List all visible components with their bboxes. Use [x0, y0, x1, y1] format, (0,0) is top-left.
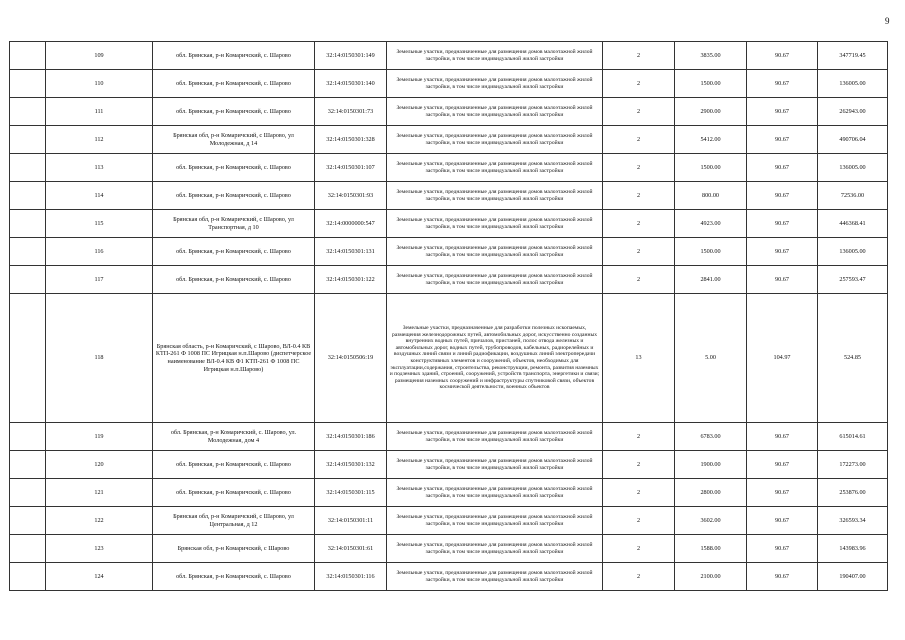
- area-cell: 3602.00: [675, 507, 747, 535]
- specific-value-cell: 90.67: [747, 182, 818, 210]
- cadastral-value-cell: 136005.00: [818, 238, 888, 266]
- address-cell: обл. Брянская, р-н Комаричский, с. Шарово: [153, 479, 315, 507]
- page-number: 9: [885, 16, 890, 26]
- address-cell: обл. Брянская, р-н Комаричский, с. Шарово: [153, 182, 315, 210]
- table-row: [10, 126, 888, 154]
- row-number-cell: 118: [46, 294, 153, 423]
- cadastral-value-cell: 347719.45: [818, 42, 888, 70]
- use-group-cell: 2: [603, 507, 675, 535]
- area-cell: 2100.00: [675, 563, 747, 591]
- address-cell: обл. Брянская, р-н Комаричский, с. Шарово: [153, 563, 315, 591]
- blank-cell: [10, 70, 46, 98]
- land-plots-table: [9, 41, 888, 591]
- table-row: [10, 238, 888, 266]
- land-use-cell: Земельные участки, предназначенные для размещения домов малоэтажной жилой застройки, в том числе индивидуальной жилой застройки: [387, 535, 603, 563]
- cadastral-value-cell: 190407.00: [818, 563, 888, 591]
- cadastral-number-cell: 32:14:0150301:115: [315, 479, 387, 507]
- land-use-cell: Земельные участки, предназначенные для размещения домов малоэтажной жилой застройки, в том числе индивидуальной жилой застройки: [387, 182, 603, 210]
- specific-value-cell: 90.67: [747, 451, 818, 479]
- address-cell: Брянская обл, р-н Комаричский, с Шарово, ул Транспортная, д 10: [153, 210, 315, 238]
- use-group-cell: 2: [603, 70, 675, 98]
- address-cell: обл. Брянская, р-н Комаричский, с. Шарово: [153, 238, 315, 266]
- land-use-cell: Земельные участки, предназначенные для размещения домов малоэтажной жилой застройки, в том числе индивидуальной жилой застройки: [387, 451, 603, 479]
- row-number-cell: 122: [46, 507, 153, 535]
- blank-cell: [10, 266, 46, 294]
- blank-cell: [10, 42, 46, 70]
- cadastral-number-cell: 32:14:0150301:131: [315, 238, 387, 266]
- blank-cell: [10, 563, 46, 591]
- use-group-cell: 2: [603, 42, 675, 70]
- address-cell: обл. Брянская, р-н Комаричский, с. Шарово: [153, 42, 315, 70]
- blank-cell: [10, 238, 46, 266]
- cadastral-number-cell: 32:14:0150301:149: [315, 42, 387, 70]
- specific-value-cell: 90.67: [747, 126, 818, 154]
- area-cell: 1500.00: [675, 238, 747, 266]
- cadastral-number-cell: 32:14:0150301:61: [315, 535, 387, 563]
- row-number-cell: 113: [46, 154, 153, 182]
- table-row: [10, 98, 888, 126]
- use-group-cell: 2: [603, 126, 675, 154]
- use-group-cell: 2: [603, 98, 675, 126]
- land-use-cell: Земельные участки, предназначенные для размещения домов малоэтажной жилой застройки, в том числе индивидуальной жилой застройки: [387, 70, 603, 98]
- cadastral-value-cell: 143983.96: [818, 535, 888, 563]
- specific-value-cell: 90.67: [747, 42, 818, 70]
- area-cell: 4923.00: [675, 210, 747, 238]
- specific-value-cell: 90.67: [747, 563, 818, 591]
- land-use-cell: Земельные участки, предназначенные для размещения домов малоэтажной жилой застройки, в том числе индивидуальной жилой застройки: [387, 238, 603, 266]
- cadastral-number-cell: 32:14:0150301:328: [315, 126, 387, 154]
- land-use-cell: Земельные участки, предназначенные для размещения домов малоэтажной жилой застройки, в том числе индивидуальной жилой застройки: [387, 154, 603, 182]
- cadastral-number-cell: 32:14:0150301:107: [315, 154, 387, 182]
- land-use-cell: Земельные участки, предназначенные для размещения домов малоэтажной жилой застройки, в том числе индивидуальной жилой застройки: [387, 126, 603, 154]
- cadastral-value-cell: 172273.00: [818, 451, 888, 479]
- cadastral-number-cell: 32:14:0150301:73: [315, 98, 387, 126]
- area-cell: 1588.00: [675, 535, 747, 563]
- area-cell: 5412.00: [675, 126, 747, 154]
- row-number-cell: 112: [46, 126, 153, 154]
- specific-value-cell: 90.67: [747, 479, 818, 507]
- blank-cell: [10, 126, 46, 154]
- land-use-cell: Земельные участки, предназначенные для размещения домов малоэтажной жилой застройки, в том числе индивидуальной жилой застройки: [387, 42, 603, 70]
- specific-value-cell: 90.67: [747, 238, 818, 266]
- land-use-cell: Земельные участки, предназначенные для размещения домов малоэтажной жилой застройки, в том числе индивидуальной жилой застройки: [387, 507, 603, 535]
- address-cell: обл. Брянская, р-н Комаричский, с. Шарово: [153, 266, 315, 294]
- blank-cell: [10, 154, 46, 182]
- address-cell: Брянская обл, р-н Комаричский, с Шарово, ул Молодежная, д 14: [153, 126, 315, 154]
- table-row: [10, 451, 888, 479]
- area-cell: 800.00: [675, 182, 747, 210]
- table-row: [10, 42, 888, 70]
- specific-value-cell: 90.67: [747, 154, 818, 182]
- row-number-cell: 120: [46, 451, 153, 479]
- specific-value-cell: 90.67: [747, 266, 818, 294]
- row-number-cell: 124: [46, 563, 153, 591]
- row-number-cell: 123: [46, 535, 153, 563]
- cadastral-number-cell: 32:14:0150301:93: [315, 182, 387, 210]
- row-number-cell: 110: [46, 70, 153, 98]
- cadastral-value-cell: 490706.04: [818, 126, 888, 154]
- cadastral-number-cell: 32:14:0150301:132: [315, 451, 387, 479]
- specific-value-cell: 90.67: [747, 535, 818, 563]
- use-group-cell: 13: [603, 294, 675, 423]
- address-cell: Брянская обл, р-н Комаричский, с Шарово, ул Центральная, д 12: [153, 507, 315, 535]
- cadastral-number-cell: 32:14:0150301:186: [315, 423, 387, 451]
- address-cell: обл. Брянская, р-н Комаричский, с. Шарово: [153, 451, 315, 479]
- address-cell: Брянская область, р-н Комаричский, с Шарово, ВЛ-0.4 КВ КТП-261 Ф 1008 ПС Игрицкая н.п.Шарово (диспетчерское наименование ВЛ-0.4 КВ Ф1 КТП-261 Ф 1008 ПС Игрицкая н.п.Шарово): [153, 294, 315, 423]
- blank-cell: [10, 479, 46, 507]
- table-row: [10, 182, 888, 210]
- cadastral-value-cell: 72536.00: [818, 182, 888, 210]
- area-cell: 6783.00: [675, 423, 747, 451]
- row-number-cell: 121: [46, 479, 153, 507]
- table-row: [10, 507, 888, 535]
- area-cell: 1500.00: [675, 70, 747, 98]
- land-use-cell: Земельные участки, предназначенные для размещения домов малоэтажной жилой застройки, в том числе индивидуальной жилой застройки: [387, 563, 603, 591]
- cadastral-value-cell: 136005.00: [818, 70, 888, 98]
- blank-cell: [10, 210, 46, 238]
- blank-cell: [10, 423, 46, 451]
- blank-cell: [10, 451, 46, 479]
- use-group-cell: 2: [603, 479, 675, 507]
- row-number-cell: 114: [46, 182, 153, 210]
- table-row: [10, 535, 888, 563]
- address-cell: обл. Брянская, р-н Комаричский, с. Шарово: [153, 154, 315, 182]
- cadastral-number-cell: 32:14:0150301:140: [315, 70, 387, 98]
- area-cell: 2900.00: [675, 98, 747, 126]
- cadastral-value-cell: 253876.00: [818, 479, 888, 507]
- land-use-cell: Земельные участки, предназначенные для размещения домов малоэтажной жилой застройки, в том числе индивидуальной жилой застройки: [387, 479, 603, 507]
- area-cell: 3835.00: [675, 42, 747, 70]
- row-number-cell: 117: [46, 266, 153, 294]
- use-group-cell: 2: [603, 154, 675, 182]
- row-number-cell: 115: [46, 210, 153, 238]
- area-cell: 1500.00: [675, 154, 747, 182]
- land-use-cell: Земельные участки, предназначенные для разработки полезных ископаемых, размещения железнодорожных путей, автомобильных дорог, искусственно созданных внутренних водных путей, причалов, пристаней, полос отвода железных и автомобильных дорог, водных путей, трубопроводов, кабельных, радиорелейных и воздушных линий связи и линий радиофикации, воздушных линий электропередачи конструктивных элементов и сооружений, объектов, необходимых для эксплуатации,содержания, строительства, реконструкции, ремонта, развития наземных и подземных зданий, строений, сооружений, устройств транспорта, энергетики и связи; размещения наземных сооружений и инфраструктуры спутниковой связи, объектов космической деятельности, военных объектов: [387, 294, 603, 423]
- area-cell: 1900.00: [675, 451, 747, 479]
- blank-cell: [10, 294, 46, 423]
- table-row: [10, 70, 888, 98]
- specific-value-cell: 90.67: [747, 70, 818, 98]
- cadastral-number-cell: 32:14:0150506:19: [315, 294, 387, 423]
- blank-cell: [10, 98, 46, 126]
- table-row: [10, 294, 888, 423]
- table-row: [10, 154, 888, 182]
- blank-cell: [10, 535, 46, 563]
- blank-cell: [10, 507, 46, 535]
- use-group-cell: 2: [603, 563, 675, 591]
- use-group-cell: 2: [603, 210, 675, 238]
- address-cell: Брянская обл, р-н Комаричский, с Шарово: [153, 535, 315, 563]
- cadastral-value-cell: 524.85: [818, 294, 888, 423]
- cadastral-number-cell: 32:14:0150301:11: [315, 507, 387, 535]
- cadastral-value-cell: 615014.61: [818, 423, 888, 451]
- table-row: [10, 479, 888, 507]
- use-group-cell: 2: [603, 182, 675, 210]
- row-number-cell: 119: [46, 423, 153, 451]
- cadastral-number-cell: 32:14:0150301:122: [315, 266, 387, 294]
- use-group-cell: 2: [603, 238, 675, 266]
- land-use-cell: Земельные участки, предназначенные для размещения домов малоэтажной жилой застройки, в том числе индивидуальной жилой застройки: [387, 423, 603, 451]
- area-cell: 2800.00: [675, 479, 747, 507]
- cadastral-value-cell: 262943.00: [818, 98, 888, 126]
- land-use-cell: Земельные участки, предназначенные для размещения домов малоэтажной жилой застройки, в том числе индивидуальной жилой застройки: [387, 266, 603, 294]
- specific-value-cell: 90.67: [747, 423, 818, 451]
- cadastral-value-cell: 257593.47: [818, 266, 888, 294]
- specific-value-cell: 104.97: [747, 294, 818, 423]
- address-cell: обл. Брянская, р-н Комаричский, с. Шарово, ул. Молодежная, дом 4: [153, 423, 315, 451]
- specific-value-cell: 90.67: [747, 98, 818, 126]
- area-cell: 5.00: [675, 294, 747, 423]
- use-group-cell: 2: [603, 451, 675, 479]
- land-use-cell: Земельные участки, предназначенные для размещения домов малоэтажной жилой застройки, в том числе индивидуальной жилой застройки: [387, 98, 603, 126]
- area-cell: 2841.00: [675, 266, 747, 294]
- cadastral-number-cell: 32:14:0000000:547: [315, 210, 387, 238]
- blank-cell: [10, 182, 46, 210]
- address-cell: обл. Брянская, р-н Комаричский, с. Шарово: [153, 70, 315, 98]
- land-use-cell: Земельные участки, предназначенные для размещения домов малоэтажной жилой застройки, в том числе индивидуальной жилой застройки: [387, 210, 603, 238]
- row-number-cell: 109: [46, 42, 153, 70]
- use-group-cell: 2: [603, 423, 675, 451]
- row-number-cell: 111: [46, 98, 153, 126]
- use-group-cell: 2: [603, 535, 675, 563]
- table-row: [10, 423, 888, 451]
- cadastral-number-cell: 32:14:0150301:116: [315, 563, 387, 591]
- specific-value-cell: 90.67: [747, 210, 818, 238]
- cadastral-value-cell: 326593.34: [818, 507, 888, 535]
- table-row: [10, 563, 888, 591]
- specific-value-cell: 90.67: [747, 507, 818, 535]
- cadastral-value-cell: 446368.41: [818, 210, 888, 238]
- table-row: [10, 210, 888, 238]
- row-number-cell: 116: [46, 238, 153, 266]
- cadastral-value-cell: 136005.00: [818, 154, 888, 182]
- use-group-cell: 2: [603, 266, 675, 294]
- address-cell: обл. Брянская, р-н Комаричский, с. Шарово: [153, 98, 315, 126]
- table-row: [10, 266, 888, 294]
